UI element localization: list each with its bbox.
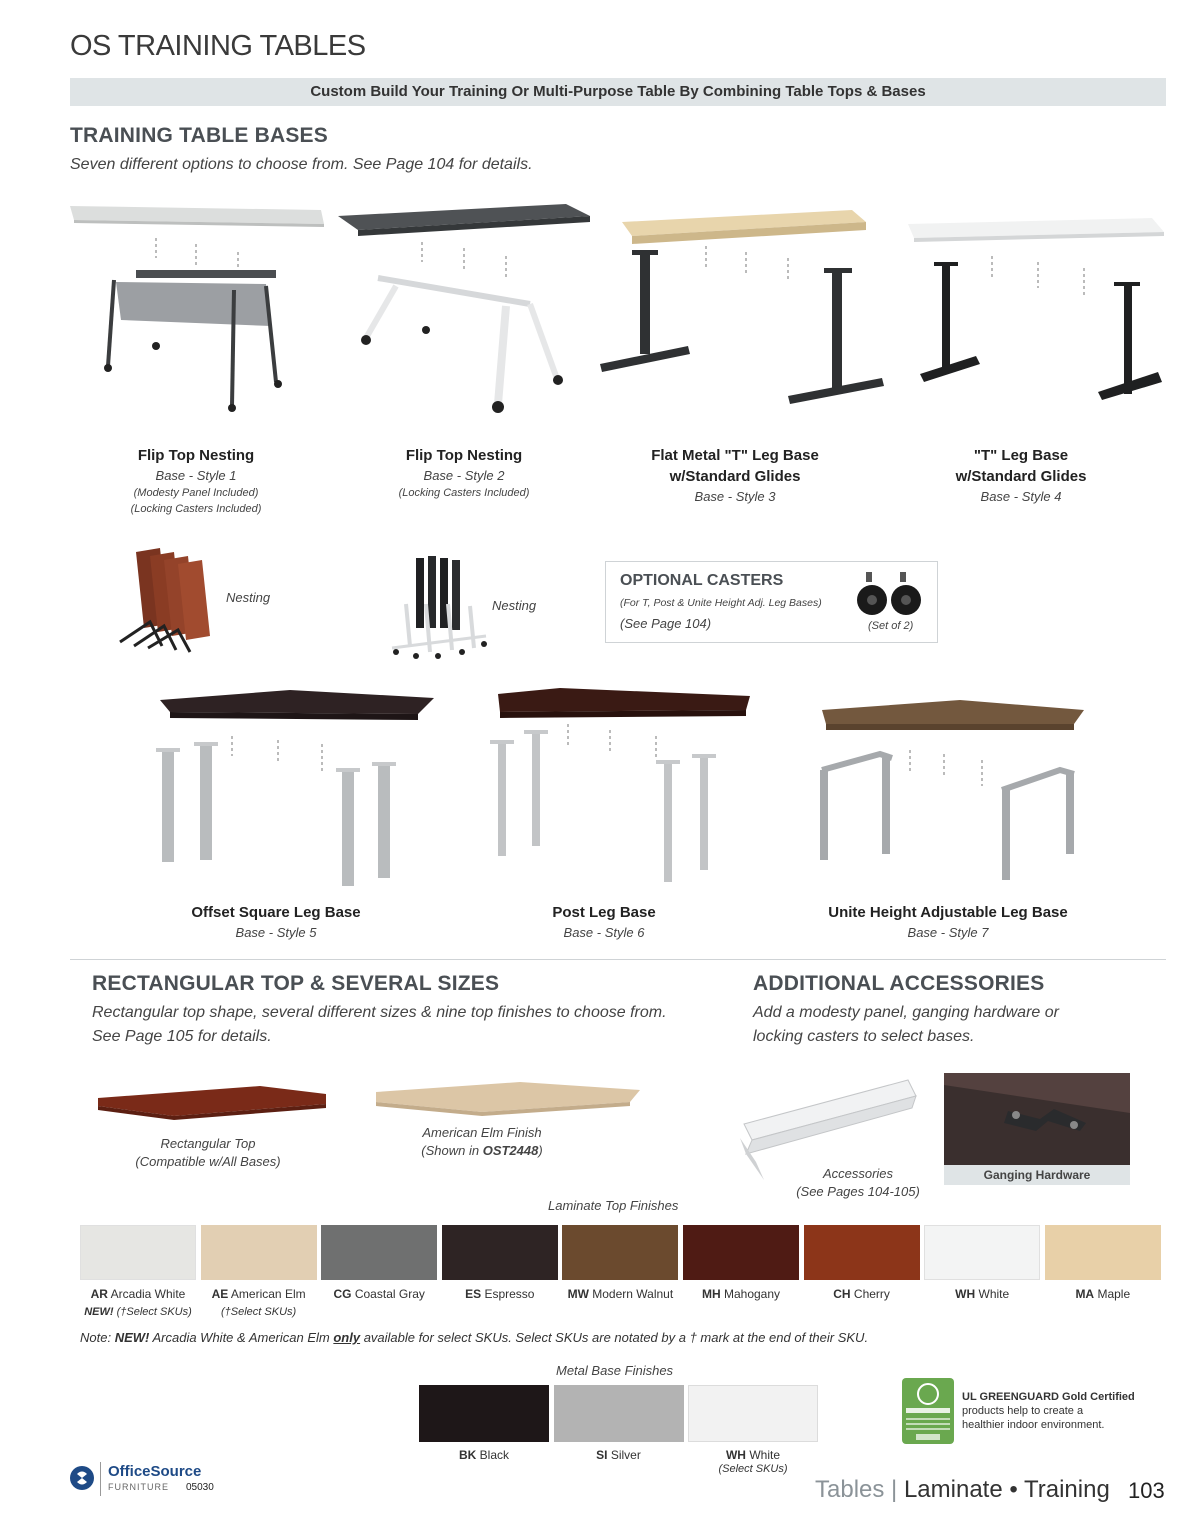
metal-swatch-wh — [688, 1385, 818, 1442]
note-new: NEW! — [114, 1330, 150, 1345]
finish-name: White — [978, 1287, 1010, 1301]
finish-name: Coastal Gray — [354, 1287, 425, 1301]
finish-name: Modern Walnut — [592, 1287, 674, 1301]
swatch-label-ae — [199, 1287, 319, 1301]
officesource-logo-icon — [68, 1464, 98, 1494]
tops-line-2: See Page 105 for details. — [92, 1028, 272, 1045]
swatch-es — [442, 1225, 558, 1280]
metal-swatch-si — [554, 1385, 684, 1442]
swatch-ch — [804, 1225, 920, 1280]
unite-height-adjustable-illustration — [820, 700, 1084, 880]
base-5-caption — [156, 902, 396, 942]
logo-sub: FURNITURE — [108, 1482, 169, 1492]
accessories-heading: ADDITIONAL ACCESSORIES — [753, 972, 1045, 995]
bases-row1-illustrations — [66, 196, 1176, 426]
rect-top-caption-1: Rectangular Top — [160, 1136, 256, 1151]
elm-caption-2-pre: (Shown in — [421, 1143, 483, 1158]
finish-sub: (†Select SKUs) — [220, 1306, 297, 1318]
page-number: 103 — [1128, 1478, 1165, 1503]
finish-code: CG — [333, 1287, 352, 1301]
note-only: only — [333, 1330, 361, 1345]
section-divider — [70, 959, 1166, 960]
finish-code: ES — [465, 1287, 482, 1301]
note-pre: Note: — [80, 1330, 115, 1345]
finish-name: Cherry — [853, 1287, 890, 1301]
finish-code: WH — [955, 1287, 976, 1301]
casters-page: (See Page 104) — [620, 616, 712, 631]
accessories-line-2: locking casters to select bases. — [753, 1028, 975, 1045]
nesting-2-illustration — [386, 552, 496, 662]
base-4-style: Base - Style 4 — [980, 489, 1062, 504]
nesting-1-illustration — [110, 542, 222, 654]
metal-code: WH — [725, 1448, 746, 1462]
base-7-style: Base - Style 7 — [907, 925, 989, 940]
base-1-caption — [96, 445, 296, 517]
base-1-note-1: (Modesty Panel Included) — [133, 487, 259, 499]
base-2-note-1: (Locking Casters Included) — [398, 487, 530, 499]
metal-label: Metal Base Finishes — [556, 1363, 674, 1378]
base-3-style: Base - Style 3 — [694, 489, 776, 504]
metal-sub-wh: (Select SKUs) — [718, 1463, 788, 1475]
elm-caption-2-post: ) — [538, 1143, 543, 1158]
finish-code: MH — [701, 1287, 721, 1301]
elm-caption-1: American Elm Finish — [422, 1125, 542, 1140]
finish-name: Arcadia White — [110, 1287, 186, 1301]
elm-caption-sku: OST2448 — [482, 1143, 539, 1158]
finish-name: American Elm — [230, 1287, 306, 1301]
base-2-style: Base - Style 2 — [423, 468, 505, 483]
swatch-ar — [80, 1225, 196, 1280]
swatch-label-ma — [1043, 1287, 1163, 1301]
casters-heading: OPTIONAL CASTERS — [620, 572, 784, 589]
finish-name: Maple — [1097, 1287, 1131, 1301]
metal-name: Black — [479, 1448, 510, 1462]
footer-subcategory: Laminate • Training — [903, 1476, 1110, 1503]
american-elm-top-illustration — [376, 1082, 640, 1116]
logo-divider — [100, 1462, 101, 1496]
greenguard-line-1: products help to create a — [962, 1405, 1084, 1417]
rectangular-top-illustration — [98, 1086, 326, 1120]
finish-new-flag: NEW! — [84, 1306, 114, 1318]
base-6-caption — [484, 902, 724, 942]
base-2-name: Flip Top Nesting — [405, 447, 523, 464]
accessories-caption-1: Accessories — [822, 1166, 894, 1181]
ganging-hardware-label: Ganging Hardware — [944, 1165, 1130, 1185]
base-7-caption — [798, 902, 1098, 942]
t-leg-illustration — [908, 218, 1164, 400]
offset-square-leg-illustration — [156, 690, 434, 886]
swatch-ae — [201, 1225, 317, 1280]
greenguard-line-2: healthier indoor environment. — [962, 1419, 1105, 1431]
metal-label-si — [554, 1448, 684, 1462]
base-6-style: Base - Style 6 — [563, 925, 645, 940]
footer-category: Tables — [815, 1476, 885, 1503]
nesting-1-label: Nesting — [226, 590, 271, 605]
metal-code: SI — [596, 1448, 608, 1462]
accessories-caption-2: (See Pages 104-105) — [796, 1184, 920, 1199]
finish-code: AR — [90, 1287, 108, 1301]
note-post: available for select SKUs. Select SKUs are notated by a † mark at the end of their SKU. — [360, 1330, 869, 1345]
footer-breadcrumb — [815, 1476, 1110, 1504]
bases-heading: TRAINING TABLE BASES — [70, 124, 328, 147]
base-3-name: Flat Metal "T" Leg Base — [651, 447, 819, 464]
logo-code: 05030 — [186, 1482, 214, 1493]
base-3-name-2: w/Standard Glides — [669, 468, 801, 485]
base-1-name: Flip Top Nesting — [137, 447, 255, 464]
swatch-sub-ar — [78, 1306, 198, 1318]
metal-label-wh — [688, 1448, 818, 1462]
swatch-label-mh — [681, 1287, 801, 1301]
swatch-sub-ae — [199, 1306, 319, 1318]
footer-separator: | — [891, 1476, 898, 1503]
post-leg-illustration — [490, 688, 750, 882]
metal-code: BK — [458, 1448, 477, 1462]
metal-swatch-bk — [419, 1385, 549, 1442]
rect-top-caption-2: (Compatible w/All Bases) — [135, 1154, 281, 1169]
swatch-mw — [562, 1225, 678, 1280]
accessories-line-1: Add a modesty panel, ganging hardware or — [753, 1004, 1059, 1021]
greenguard-badge-icon — [902, 1378, 954, 1444]
greenguard-text — [962, 1390, 1142, 1432]
page-banner: Custom Build Your Training Or Multi-Purpose Table By Combining Table Tops & Bases — [70, 78, 1166, 106]
casters-set: (Set of 2) — [868, 620, 914, 632]
base-4-name-2: w/Standard Glides — [955, 468, 1087, 485]
base-1-style: Base - Style 1 — [155, 468, 237, 483]
tops-illustrations — [90, 1078, 650, 1128]
swatch-label-cg — [319, 1287, 439, 1301]
flip-top-nesting-1-illustration — [70, 206, 324, 412]
base-7-name: Unite Height Adjustable Leg Base — [828, 904, 1068, 921]
finish-name: Mahogany — [723, 1287, 781, 1301]
base-6-name: Post Leg Base — [552, 904, 656, 921]
rect-top-caption — [110, 1135, 306, 1171]
accessories-caption — [786, 1165, 930, 1201]
finish-sub: (†Select SKUs) — [116, 1306, 192, 1318]
bases-subheading: Seven different options to choose from. See Page 104 for details. — [70, 156, 533, 173]
base-4-name: "T" Leg Base — [973, 447, 1069, 464]
finish-code: AE — [211, 1287, 229, 1301]
finish-code: MA — [1075, 1287, 1095, 1301]
swatch-ma — [1045, 1225, 1161, 1280]
logo-name: OfficeSource — [108, 1463, 202, 1480]
swatch-wh — [924, 1225, 1040, 1280]
metal-name: Silver — [610, 1448, 641, 1462]
tops-line-1: Rectangular top shape, several different sizes & nine top finishes to choose from. — [92, 1004, 667, 1021]
base-2-caption — [364, 445, 564, 501]
flip-top-nesting-2-illustration — [338, 204, 590, 413]
greenguard-title: UL GREENGUARD Gold Certified — [962, 1391, 1135, 1403]
swatch-mh — [683, 1225, 799, 1280]
swatch-label-wh — [922, 1287, 1042, 1301]
flat-metal-t-leg-illustration — [600, 210, 884, 404]
swatch-label-mw — [560, 1287, 680, 1301]
laminate-label: Laminate Top Finishes — [548, 1198, 679, 1213]
bases-row2-illustrations — [140, 684, 1100, 894]
finish-name: Espresso — [484, 1287, 535, 1301]
swatch-cg — [321, 1225, 437, 1280]
optional-casters-box — [605, 561, 938, 643]
metal-label-bk — [419, 1448, 549, 1462]
finish-code: MW — [567, 1287, 589, 1301]
base-5-style: Base - Style 5 — [235, 925, 317, 940]
swatch-label-ch — [802, 1287, 922, 1301]
note-mid: Arcadia White & American Elm — [149, 1330, 334, 1345]
swatch-label-ar — [78, 1287, 198, 1301]
base-4-caption — [906, 445, 1136, 506]
tops-heading: RECTANGULAR TOP & SEVERAL SIZES — [92, 972, 500, 995]
page-title: OS TRAINING TABLES — [70, 30, 366, 62]
metal-name: White — [749, 1448, 781, 1462]
finish-note — [80, 1330, 868, 1345]
base-5-name: Offset Square Leg Base — [191, 904, 361, 921]
finish-code: CH — [833, 1287, 851, 1301]
elm-caption — [392, 1124, 572, 1160]
nesting-2-label: Nesting — [492, 598, 537, 613]
base-1-note-2: (Locking Casters Included) — [130, 503, 262, 515]
casters-note: (For T, Post & Unite Height Adj. Leg Bases) — [620, 597, 822, 609]
swatch-label-es — [440, 1287, 560, 1301]
caster-wheels-illustration — [854, 570, 932, 618]
elm-caption-2 — [392, 1142, 572, 1160]
base-3-caption — [620, 445, 850, 506]
